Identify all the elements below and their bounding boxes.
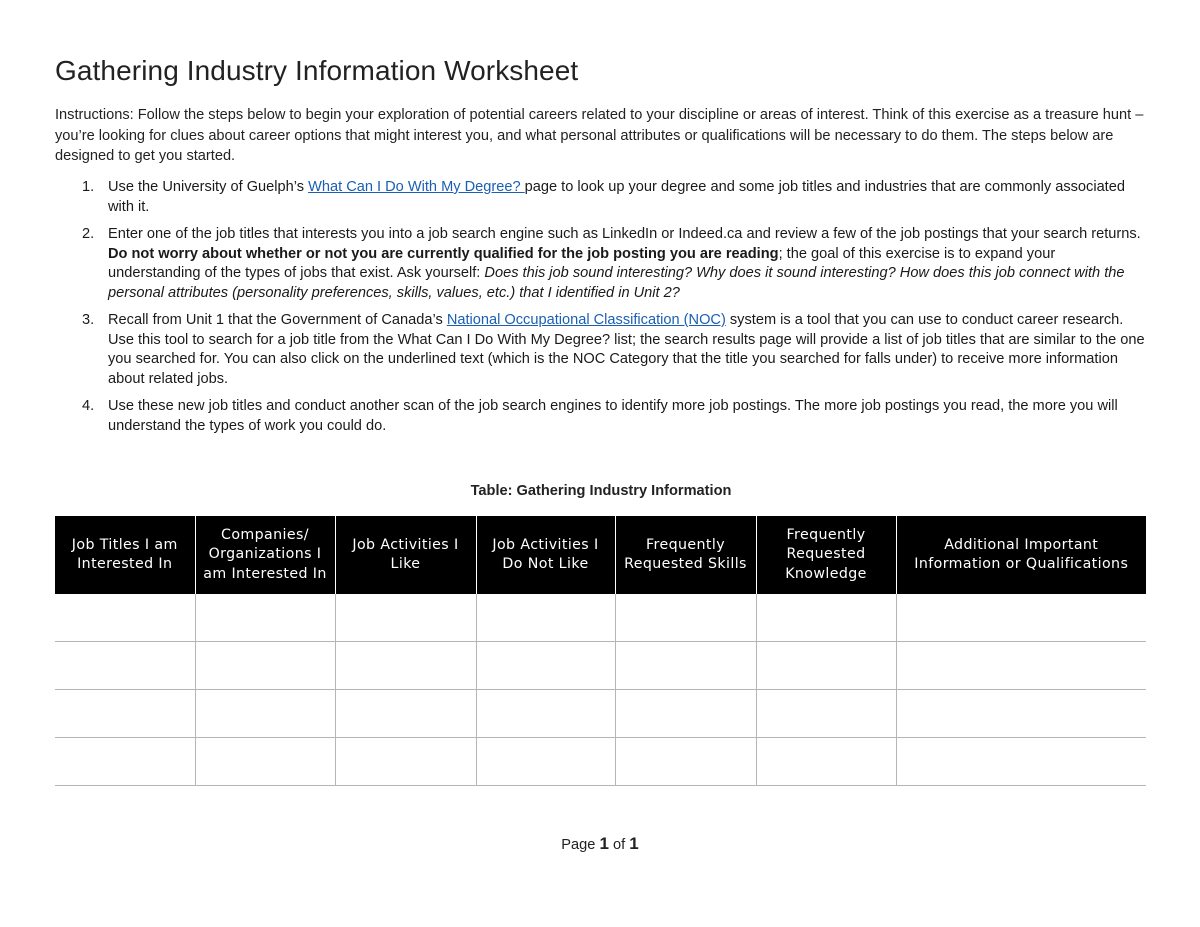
step-text: Use these new job titles and conduct another scan of the job search engines to identify more job postings. The more job postings you read, the more you will understand the types of work you could do. <box>108 398 1118 434</box>
table-cell[interactable] <box>615 738 756 786</box>
header-companies: Companies/ Organizations I am Interested In <box>195 516 335 594</box>
step-number: 1. <box>82 179 95 195</box>
header-activities-like: Job Activities I Like <box>335 516 476 594</box>
step-text: Enter one of the job titles that interests you into a job search engine such as LinkedIn or Indeed.ca and review a few of the job postings that your search returns. <box>108 226 1141 242</box>
table-cell[interactable] <box>615 690 756 738</box>
steps-list <box>55 178 1147 444</box>
table-cell[interactable] <box>476 642 615 690</box>
step-text: Recall from Unit 1 that the Government of Canada’s <box>108 312 447 328</box>
what-can-i-do-link[interactable]: What Can I Do With My Degree? <box>308 179 525 195</box>
table-cell[interactable] <box>195 738 335 786</box>
list-item <box>55 311 1147 389</box>
page-footer <box>0 834 1200 854</box>
table-cell[interactable] <box>335 594 476 642</box>
footer-current-page: 1 <box>599 834 609 853</box>
table-cell[interactable] <box>55 690 195 738</box>
footer-of-word: of <box>612 837 626 853</box>
table-cell[interactable] <box>476 594 615 642</box>
step-text: ; the goal of this exercise is to expand your understanding of the types of jobs that exist. Ask yourself: <box>108 245 1056 281</box>
table-body <box>55 594 1146 786</box>
table-row <box>55 690 1146 738</box>
footer-page-word: Page <box>561 837 596 853</box>
table-cell[interactable] <box>896 642 1146 690</box>
header-activities-dislike: Job Activities I Do Not Like <box>476 516 615 594</box>
table-cell[interactable] <box>195 594 335 642</box>
step-number: 4. <box>82 398 95 414</box>
step-text: system is a tool that you can use to conduct career research. Use this tool to search for a job title from the What Can I Do With My Degree? list; the search results page will provide a list of job titles that are similar to the one you searched for. You can also click on the underlined text (which is the NOC Category that the title you searched for falls under) to receive more information about related jobs. <box>108 312 1145 387</box>
table-cell[interactable] <box>896 690 1146 738</box>
table-cell[interactable] <box>756 594 896 642</box>
table-row <box>55 594 1146 642</box>
table-cell[interactable] <box>55 738 195 786</box>
table-row <box>55 738 1146 786</box>
table-cell[interactable] <box>335 690 476 738</box>
header-skills: Frequently Requested Skills <box>615 516 756 594</box>
step-text: Use the University of Guelph’s <box>108 179 309 195</box>
table-cell[interactable] <box>195 690 335 738</box>
table-cell[interactable] <box>896 738 1146 786</box>
header-knowledge: Frequently Requested Knowledge <box>756 516 896 594</box>
footer-total-pages: 1 <box>629 834 639 853</box>
table-cell[interactable] <box>55 594 195 642</box>
instructions-paragraph: Instructions: Follow the steps below to begin your exploration of potential careers related to your discipline or areas of interest. Think of this exercise as a treasure hunt – you’re looking for clues about career options that might interest you, and what personal attributes or qualifications will be necessary to do them. The steps below are designed to get you started. <box>55 107 1144 164</box>
table-cell[interactable] <box>756 642 896 690</box>
step-number: 3. <box>82 312 95 328</box>
table-caption: Table: Gathering Industry Information <box>470 483 732 499</box>
table-header-row <box>55 516 1146 594</box>
step-bold-text: Do not worry about whether or not you are currently qualified for the job posting you are reading <box>108 245 779 262</box>
table-cell[interactable] <box>476 690 615 738</box>
table-cell[interactable] <box>335 738 476 786</box>
industry-info-table <box>55 516 1146 786</box>
table-cell[interactable] <box>55 642 195 690</box>
table-cell[interactable] <box>476 738 615 786</box>
step-number: 2. <box>82 226 95 242</box>
table-cell[interactable] <box>896 594 1146 642</box>
table-cell[interactable] <box>335 642 476 690</box>
list-item <box>55 397 1147 436</box>
step-text: page to look up your degree and some job titles and industries that are commonly associated with it. <box>108 179 1125 215</box>
step-italic-text: Does this job sound interesting? Why does it sound interesting? How does this job connect with the personal attributes (personality preferences, skills, values, etc.) that I identified in Unit 2? <box>108 265 1125 301</box>
header-job-titles: Job Titles I am Interested In <box>55 516 195 594</box>
page-title: Gathering Industry Information Worksheet <box>55 55 579 86</box>
table-cell[interactable] <box>756 690 896 738</box>
table-cell[interactable] <box>615 594 756 642</box>
table-cell[interactable] <box>756 738 896 786</box>
table-row <box>55 642 1146 690</box>
table-cell[interactable] <box>195 642 335 690</box>
list-item <box>55 225 1147 303</box>
table-cell[interactable] <box>615 642 756 690</box>
header-additional-info: Additional Important Information or Qualifications <box>896 516 1146 594</box>
noc-link[interactable]: National Occupational Classification (NOC) <box>446 312 726 328</box>
list-item <box>55 178 1147 217</box>
